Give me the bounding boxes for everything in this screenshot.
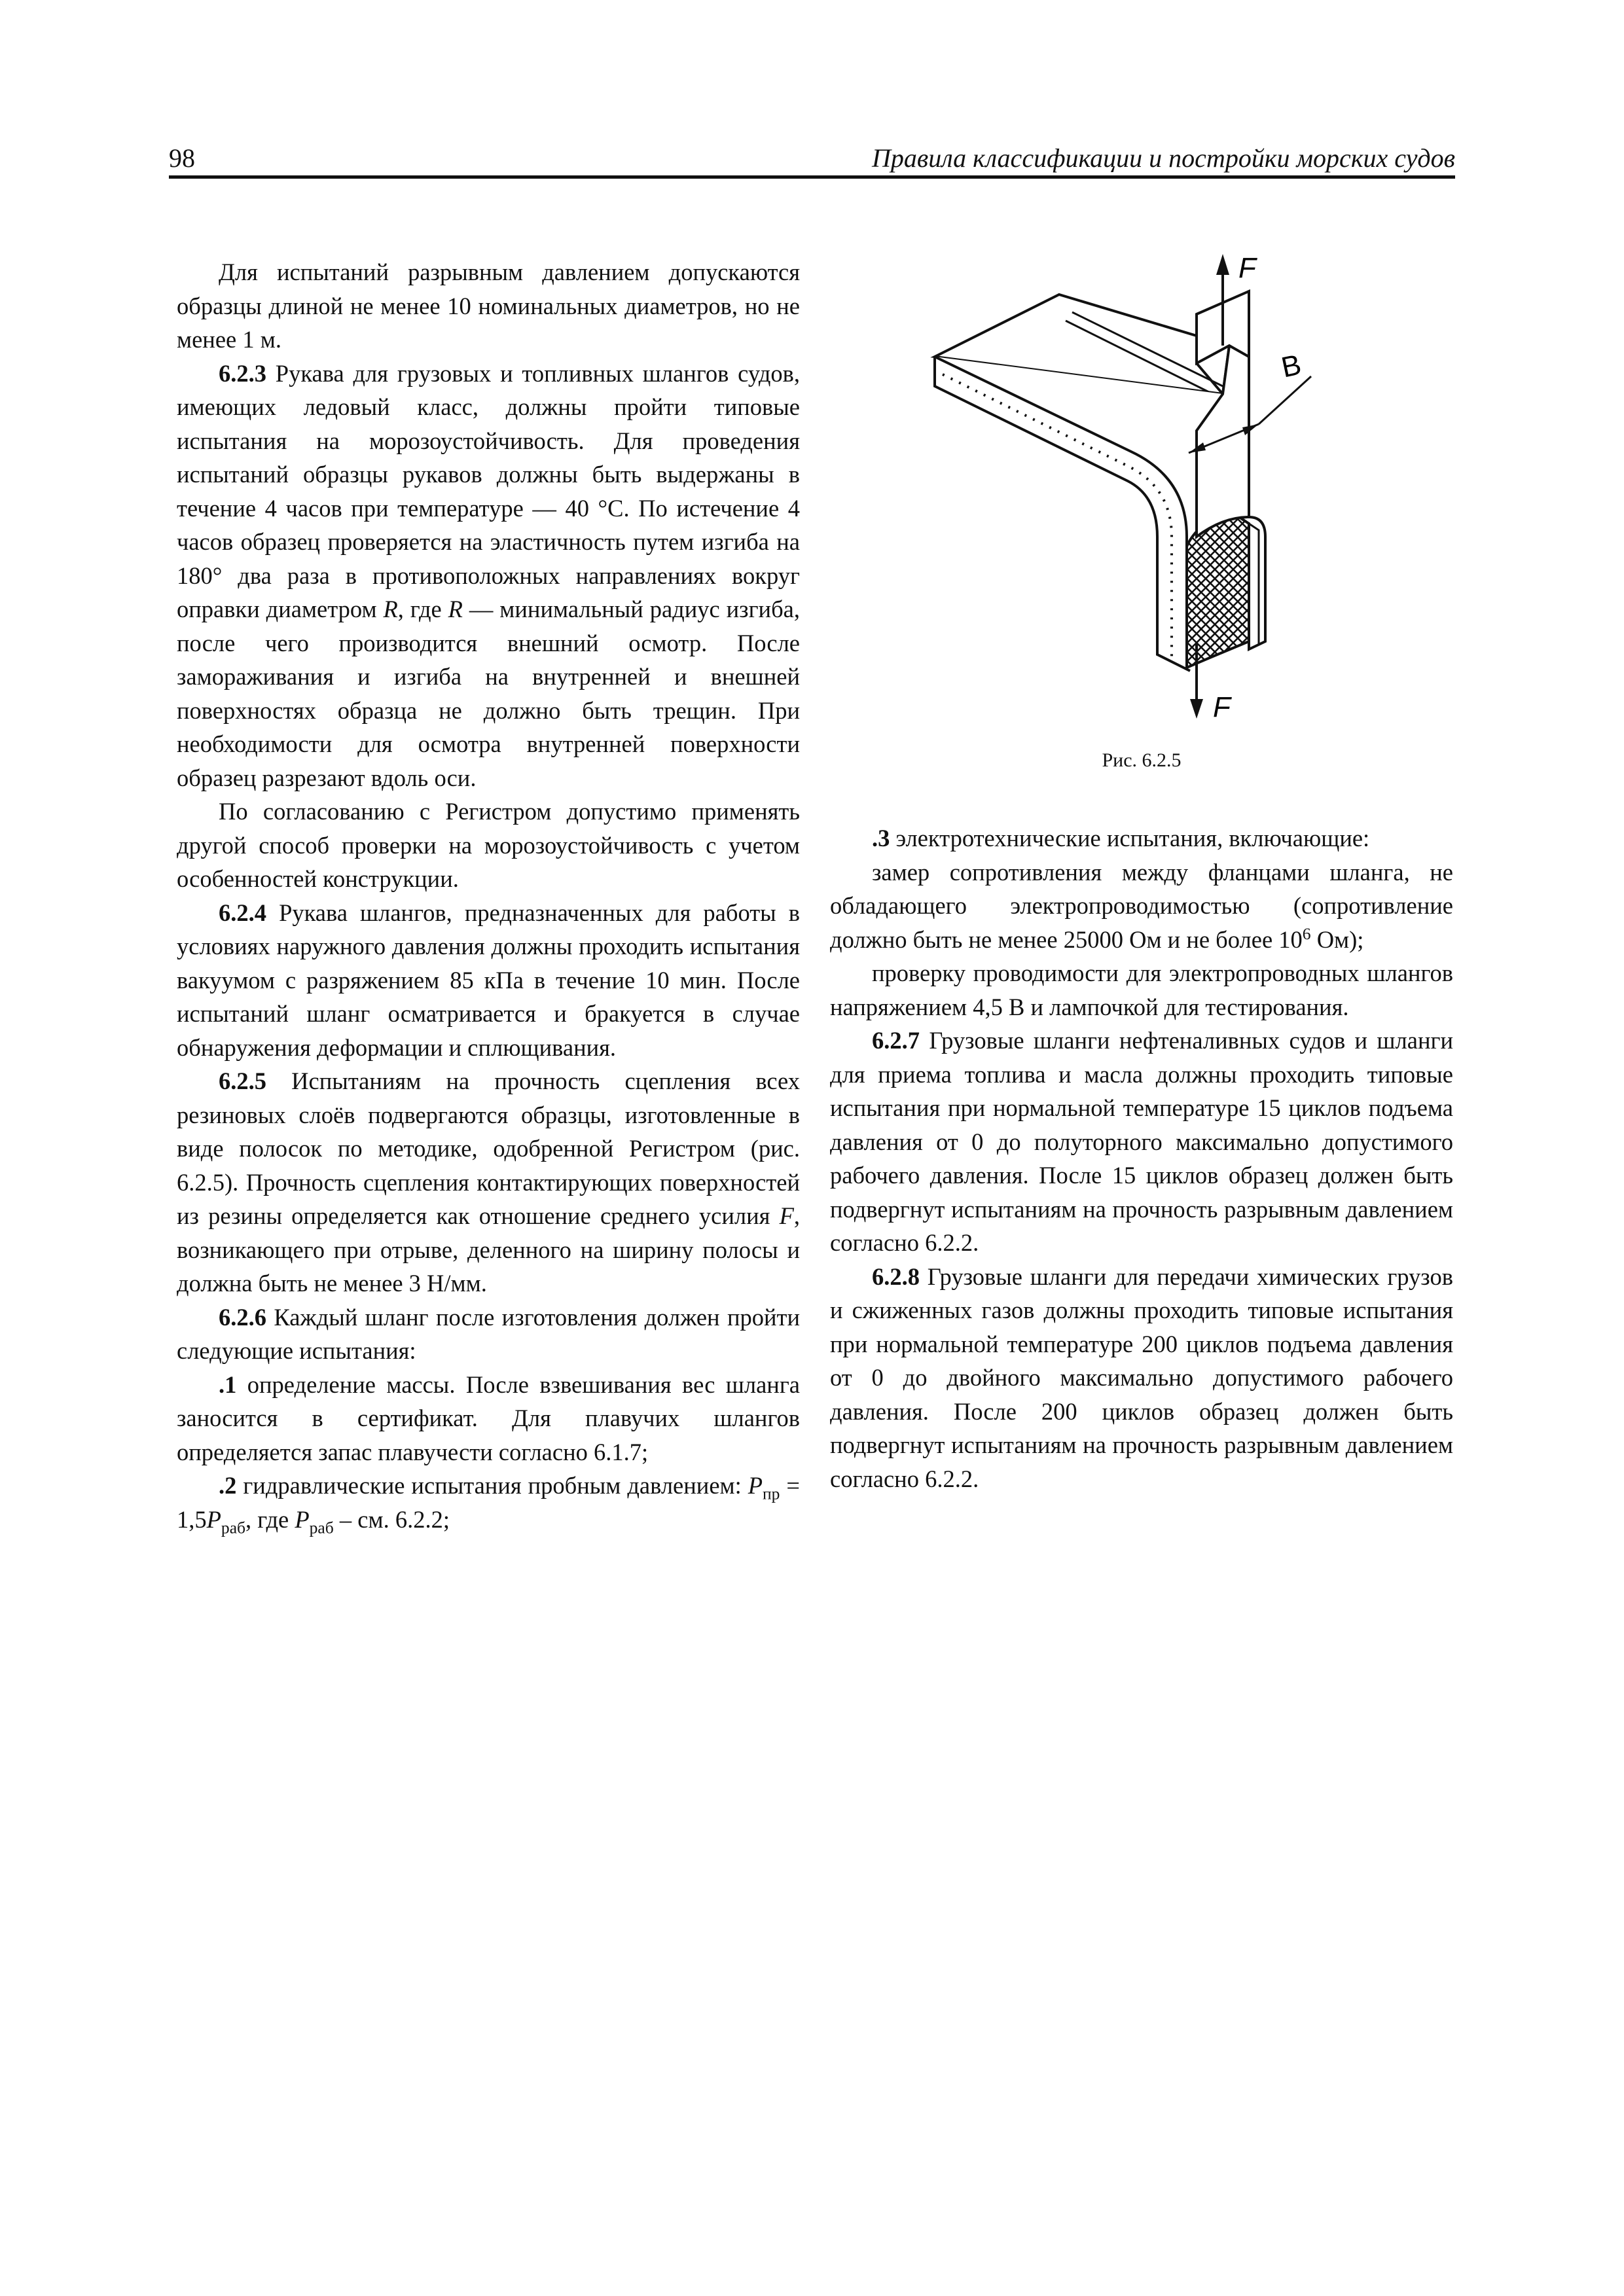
subscript: раб xyxy=(221,1517,246,1537)
subscript: раб xyxy=(309,1517,334,1537)
paragraph-text: Испытаниям на прочность сцепления всех резиновых слоёв подвергаются образцы, изготовленные в виде полосок по методике, одобренной Регистром (рис. 6.2.5). Прочность сцепления контактирующих поверхностей из резины определяется как отношение среднего усилия xyxy=(177,1067,800,1229)
paragraph-text: Рукава шлангов, предназначенных для работы в условиях наружного давления должны проходить испытания вакуумом с разряжением 85 кПа в течение 10 мин. После испытаний шланг осматривается и бракуется в случае обнаружения деформации и сплющивания. xyxy=(177,899,800,1061)
section-number: 6.2.7 xyxy=(872,1027,920,1054)
superscript: 6 xyxy=(1302,924,1311,943)
paragraph-text: проверку проводимости для электропроводных шлангов напряжением 4,5 В и лампочкой для тестирования. xyxy=(830,960,1453,1020)
paragraph xyxy=(177,795,800,896)
paragraph-text: Ом); xyxy=(1310,925,1364,953)
variable: R xyxy=(383,596,398,622)
paragraph-text: Рукава для грузовых и топливных шлангов судов, имеющих ледовый класс, должны пройти типовые испытания на морозоустойчивость. Для проведения испытаний образцы рукавов должны быть выдержаны в течение 4 часов при температуре — 40 °С. По истечение 4 часов образец проверяется на эластичность путем изгиба на 180° два раза в противоположных направлениях вокруг оправки диаметром xyxy=(177,359,800,622)
force-arrowhead-top xyxy=(1216,254,1229,275)
paragraph-text: электротехнические испытания, включающие: xyxy=(890,825,1370,852)
paragraph-text: – см. 6.2.2; xyxy=(333,1505,450,1533)
variable: P xyxy=(295,1505,310,1533)
paragraph-6-2-5 xyxy=(177,1064,800,1300)
force-arrowhead-bottom xyxy=(1190,699,1203,719)
item-number: .2 xyxy=(219,1472,237,1499)
variable: P xyxy=(206,1505,221,1533)
label-width: B xyxy=(1278,348,1305,384)
variable: F xyxy=(779,1202,794,1229)
running-title: Правила классификации и постройки морских судов xyxy=(871,143,1455,173)
paragraph-6-2-4 xyxy=(177,896,800,1065)
paragraph-text: , возникающего при отрыве, деленного на ширину полосы и должна быть не менее 3 Н/мм. xyxy=(177,1202,800,1297)
paragraph-text: = 1,5 xyxy=(177,1472,800,1533)
list-item-3 xyxy=(830,821,1453,855)
section-number: 6.2.8 xyxy=(872,1263,920,1290)
item-number: .1 xyxy=(219,1371,237,1398)
paragraph-6-2-6 xyxy=(177,1300,800,1368)
paragraph-6-2-7 xyxy=(830,1024,1453,1260)
paragraph xyxy=(830,855,1453,957)
section-number: 6.2.5 xyxy=(219,1067,266,1094)
paragraph-6-2-3 xyxy=(177,357,800,795)
section-number: 6.2.6 xyxy=(219,1303,266,1331)
paragraph xyxy=(177,255,800,357)
paragraph-6-2-8 xyxy=(830,1260,1453,1496)
subscript: пр xyxy=(763,1484,780,1503)
paragraph-text: гидравлические испытания пробным давлением: xyxy=(236,1472,748,1499)
paragraph-text: Каждый шланг после изготовления должен пройти следующие испытания: xyxy=(177,1303,800,1364)
page-number: 98 xyxy=(169,143,195,173)
paragraph-text: определение массы. После взвешивания вес шланга заносится в сертификат. Для плавучих шлангов определяется запас плавучести согласно 6.1.7; xyxy=(177,1371,800,1465)
paragraph-text: замер сопротивления между фланцами шланга, не обладающего электропроводимостью (сопротивление должно быть не менее 25000 Ом и не более 10 xyxy=(830,858,1453,953)
paragraph-text: , где xyxy=(245,1505,295,1533)
label-force-bottom: F xyxy=(1213,691,1231,723)
strip-front-face xyxy=(935,357,1223,668)
right-column xyxy=(830,821,1453,1496)
lower-ply-outer xyxy=(1249,524,1259,645)
section-number: 6.2.4 xyxy=(219,899,266,926)
section-number: 6.2.3 xyxy=(219,359,266,387)
figure-6-2-5 xyxy=(830,249,1453,785)
paragraph-text: Для испытаний разрывным давлением допускаются образцы длиной не менее 10 номинальных диаметров, но не менее 1 м. xyxy=(177,259,800,353)
paragraph-text: Грузовые шланги нефтеналивных судов и шланги для приема топлива и масла должны проходить типовые испытания при нормальной температуре 15 циклов подъема давления от 0 до полуторного максимально допустимого рабочего давления. После 15 циклов образец должен быть подвергнут испытаниям на прочность разрывным давлением согласно 6.2.2. xyxy=(830,1027,1453,1256)
variable: P xyxy=(748,1472,763,1499)
peel-test-drawing xyxy=(830,249,1453,746)
paragraph-text: По согласованию с Регистром допустимо применять другой способ проверки на морозоустойчивость с учетом особенностей конструкции. xyxy=(177,798,800,892)
lower-ply xyxy=(1249,517,1265,649)
paragraph-text: — минимальный радиус изгиба, после чего производится внешний осмотр. После замораживания и изгиба на внутренней и внешней поверхностях образца не должно быть трещин. При необходимости для осмотра внутренней поверхности образец разрезают вдоль оси. xyxy=(177,596,800,791)
label-force-top: F xyxy=(1238,252,1256,284)
variable: R xyxy=(448,596,463,622)
left-column xyxy=(177,255,800,1536)
figure-caption: Рис. 6.2.5 xyxy=(1102,749,1182,771)
list-item-1 xyxy=(177,1368,800,1469)
paragraph-text: Грузовые шланги для передачи химических грузов и сжиженных газов должны проходить типовые испытания при нормальной температуре 200 циклов подъема давления от 0 до двойного максимально допустимого рабочего давления. После 200 циклов образец должен быть подвергнут испытаниям на прочность разрывным давлением согласно 6.2.2. xyxy=(830,1263,1453,1492)
item-number: .3 xyxy=(872,825,890,852)
paragraph xyxy=(830,956,1453,1024)
list-item-2 xyxy=(177,1469,800,1536)
header-rule xyxy=(169,175,1455,179)
paragraph-text: , где xyxy=(397,596,448,622)
